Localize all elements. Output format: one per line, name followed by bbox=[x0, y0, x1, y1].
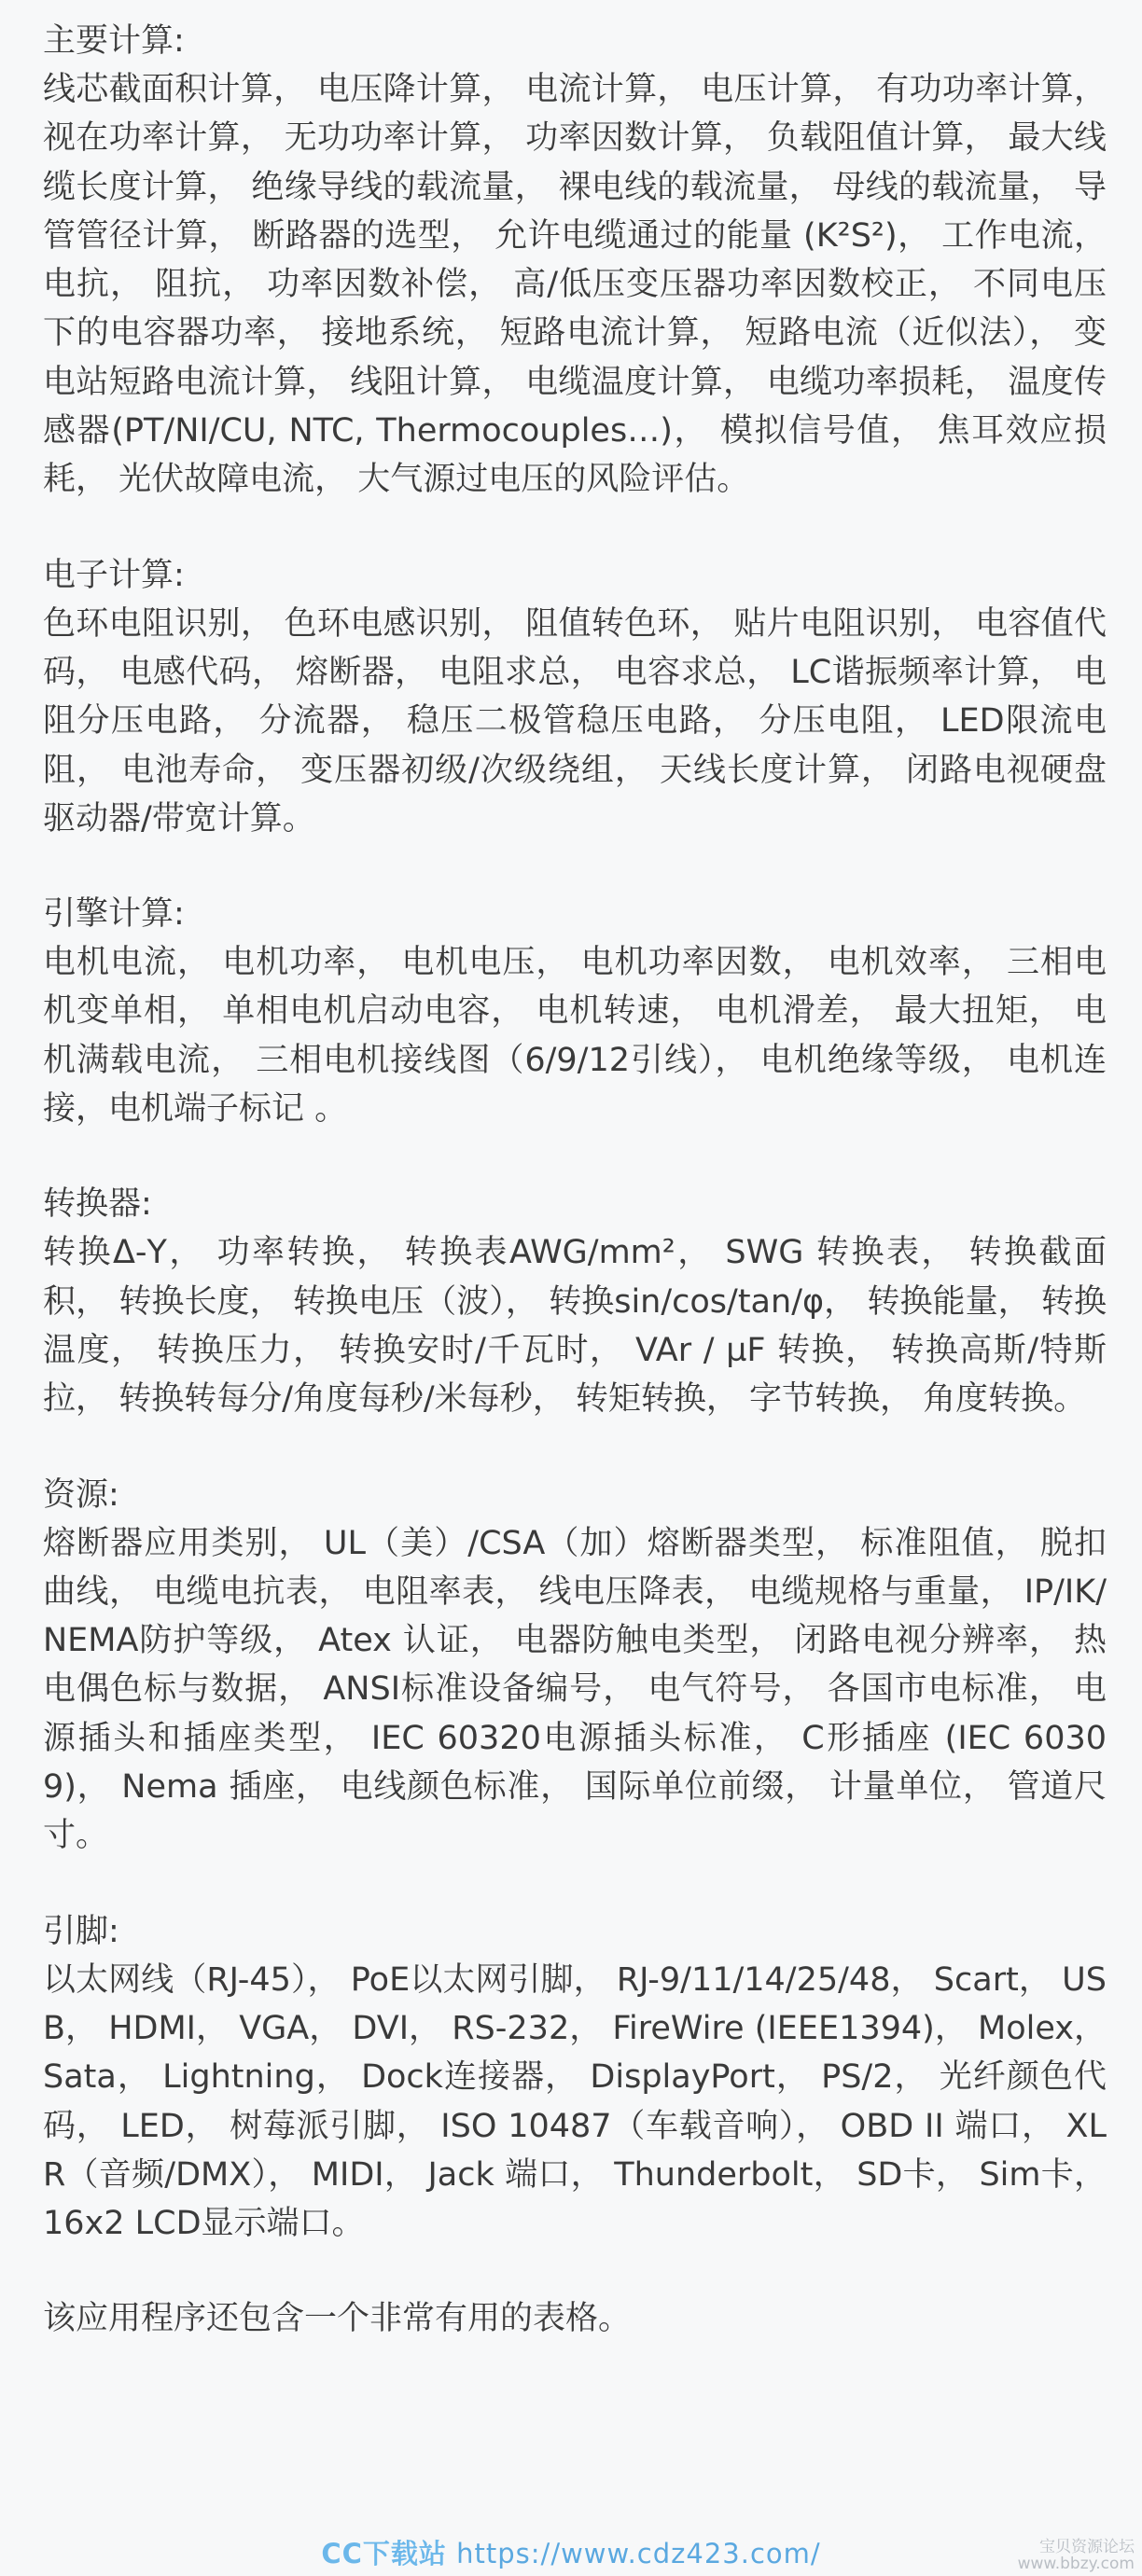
section-title: 引脚: bbox=[43, 1912, 119, 1950]
section-body: 以太网线（RJ-45）， PoE以太网引脚， RJ-9/11/14/25/48， Scart， USB， HDMI， VGA， DVI， RS-232， FireWire (IEEE1394)， Molex， Sata， Lightning， Dock连接器， DisplayPort， PS/2， 光纤颜色代码， LED， 树莓派引脚， ISO 10487（车载音响）， OBD II 端口， XLR（音频/DMX）， MIDI， Jack 端口， Thunderbolt， SD卡， Sim卡， 16x2 LCD显示端口。 bbox=[43, 1960, 1107, 2243]
section-body: 熔断器应用类别， UL（美）/CSA（加）熔断器类型， 标准阻值， 脱扣曲线， 电缆电抗表， 电阻率表， 线电压降表， 电缆规格与重量， IP/IK/NEMA防护等级， Atex 认证， 电器防触电类型， 闭路电视分辨率， 热电偶色标与数据， ANSI标准设备编号， 电气符号， 各国市电标准， 电源插头和插座类型， IEC 60320电源插头标准， C形插座 (IEC 60309)， Nema 插座， 电线颜色标准， 国际单位前缀， 计量单位， 管道尺寸。 bbox=[43, 1524, 1107, 1855]
section-body: 色环电阻识别， 色环电感识别， 阻值转色环， 贴片电阻识别， 电容值代码， 电感代码， 熔断器， 电阻求总， 电容求总， LC谐振频率计算， 电阻分压电路， 分流器， 稳压二极管稳压电路， 分压电阻， LED限流电阻， 电池寿命， 变压器初级/次级绕组， 天线长度计算， 闭路电视硬盘驱动器/带宽计算。 bbox=[43, 604, 1107, 838]
section-title: 电子计算: bbox=[43, 556, 185, 594]
section-electronic-calculations bbox=[43, 551, 1107, 843]
site-watermark bbox=[0, 2533, 1142, 2571]
closing-note: 该应用程序还包含一个非常有用的表格。 bbox=[43, 2300, 632, 2338]
corner-watermark bbox=[1018, 2539, 1135, 2572]
corner-watermark-line2: www.bbzy.com bbox=[1017, 2555, 1135, 2573]
section-title: 资源: bbox=[43, 1475, 119, 1514]
section-resources bbox=[43, 1471, 1107, 1861]
corner-watermark-line1: 宝贝资源论坛 bbox=[1039, 2538, 1135, 2556]
section-converters bbox=[43, 1180, 1107, 1423]
section-body: 线芯截面积计算， 电压降计算， 电流计算， 电压计算， 有功功率计算， 视在功率计算， 无功功率计算， 功率因数计算， 负载阻值计算， 最大线缆长度计算， 绝缘导线的载流量， 裸电线的载流量， 母线的载流量， 导管管径计算， 断路器的选型， 允许电缆通过的能量 (K²S²)， 工作电流， 电抗， 阻抗， 功率因数补偿， 高/低压变压器功率因数校正， 不同电压下的电容器功率， 接地系统， 短路电流计算， 短路电流（近似法）， 变电站短路电流计算， 线阻计算， 电缆温度计算， 电缆功率损耗， 温度传感器(PT/NI/CU, NTC, Thermocouples…)， 模拟信号值， 焦耳效应损耗， 光伏故障电流， 大气源过电压的风险评估。 bbox=[43, 71, 1107, 499]
feature-list bbox=[43, 17, 1107, 2343]
section-body: 电机电流， 电机功率， 电机电压， 电机功率因数， 电机效率， 三相电机变单相， 单相电机启动电容， 电机转速， 电机滑差， 最大扭矩， 电机满载电流， 三相电机接线图（6/9/12引线）， 电机绝缘等级， 电机连接，电机端子标记 。 bbox=[43, 944, 1107, 1129]
watermark-brand: CC下载站 bbox=[321, 2538, 447, 2569]
section-title: 主要计算: bbox=[43, 22, 185, 60]
section-body: 转换Δ-Y， 功率转换， 转换表AWG/mm²， SWG 转换表， 转换截面积， 转换长度， 转换电压（波）， 转换sin/cos/tan/φ， 转换能量， 转换温度， 转换压力， 转换安时/千瓦时， VAr / µF 转换， 转换高斯/特斯拉， 转换转每分/角度每秒/米每秒， 转矩转换， 字节转换， 角度转换。 bbox=[43, 1234, 1107, 1419]
section-pinouts bbox=[43, 1907, 1107, 2249]
section-motor-calculations bbox=[43, 890, 1107, 1133]
section-title: 引擎计算: bbox=[43, 895, 185, 934]
section-title: 转换器: bbox=[43, 1185, 152, 1224]
section-main-calculations bbox=[43, 17, 1107, 505]
watermark-url: https://www.cdz423.com/ bbox=[456, 2538, 821, 2569]
